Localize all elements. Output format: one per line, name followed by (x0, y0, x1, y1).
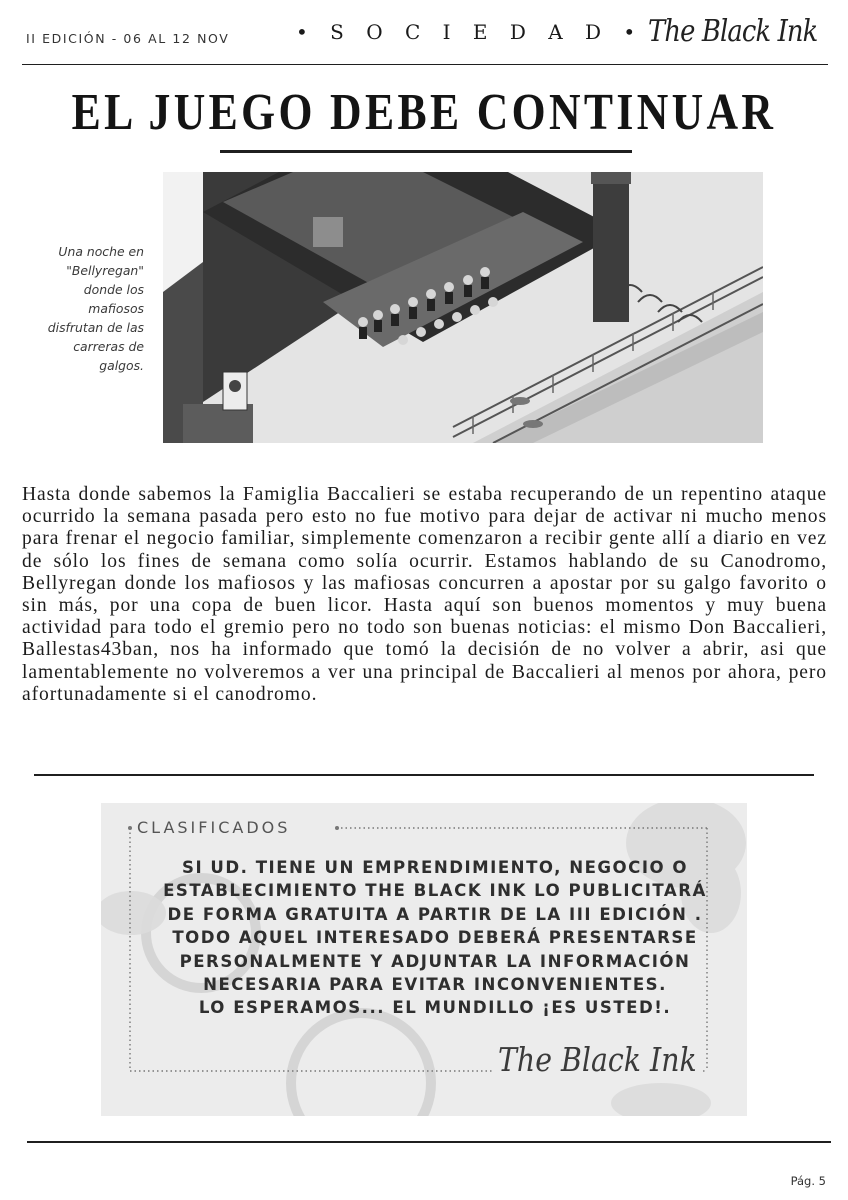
article-title: EL JUEGO DEBE CONTINUAR (71, 84, 777, 141)
classifieds-heading: CLASIFICADOS (137, 818, 291, 837)
photo-caption: Una noche en "Bellyregan" donde los mafiosos disfrutan de las carreras de galgos. (47, 244, 144, 373)
classifieds-line: DE FORMA GRATUITA A PARTIR DE LA III EDICIÓN . (167, 904, 703, 924)
classifieds-line: LO ESPERAMOS... EL MUNDILLO ¡ES USTED!. (198, 998, 672, 1018)
classifieds-line: SI UD. TIENE UN EMPRENDIMIENTO, NEGOCIO O (182, 858, 688, 877)
edition-label: II EDICIÓN - 06 AL 12 NOV (26, 31, 230, 46)
brand-logo: The Black Ink (648, 14, 818, 49)
title-underline (220, 150, 632, 153)
footer-divider (27, 1141, 831, 1143)
article-divider (34, 774, 814, 776)
article-body: Hasta donde sabemos la Famiglia Baccalieri se estaba recuperando de un repentino ataque ocurrido la semana pasada pero esto no fue motivo para dejar de activar ni mucho menos para frenar el negocio familiar, simplemente comenzaron a recibir gente allí a diario en vez de sólo los fines de semana como solía ocurrir. Estamos hablando de su Canodromo, Bellyregan donde los mafiosos y las mafiosas concurren a apostar por su galgo favorito o sin más, por una copa de buen licor. Hasta aquí son buenos momentos y muy buena actividad para todo el gremio pero no todo son buenas noticias: el mismo Don Baccalieri, Ballestas43ban, nos ha informado que tomó la decisión de no volver a abrir, asi que lamentablemente no volveremos a ver una principal de Baccalieri al menos por ahora, pero afortunadamente si el canodromo. (22, 484, 827, 705)
classifieds-text (140, 856, 730, 1020)
section-title: • S O C I E D A D • (296, 20, 644, 44)
classifieds-line: TODO AQUEL INTERESADO DEBERÁ PRESENTARSE (172, 928, 698, 948)
classifieds-line: PERSONALMENTE Y ADJUNTAR LA INFORMACIÓN (179, 951, 691, 971)
article-photo (163, 172, 763, 443)
classifieds-line: NECESARIA PARA EVITAR INCONVENIENTES. (203, 974, 667, 994)
classifieds-line: ESTABLECIMIENTO THE BLACK INK LO PUBLICITARÁ (163, 881, 707, 901)
classifieds-signature: The Black Ink (498, 1040, 697, 1079)
header-divider (22, 64, 828, 65)
page-number: Pág. 5 (790, 1174, 826, 1188)
